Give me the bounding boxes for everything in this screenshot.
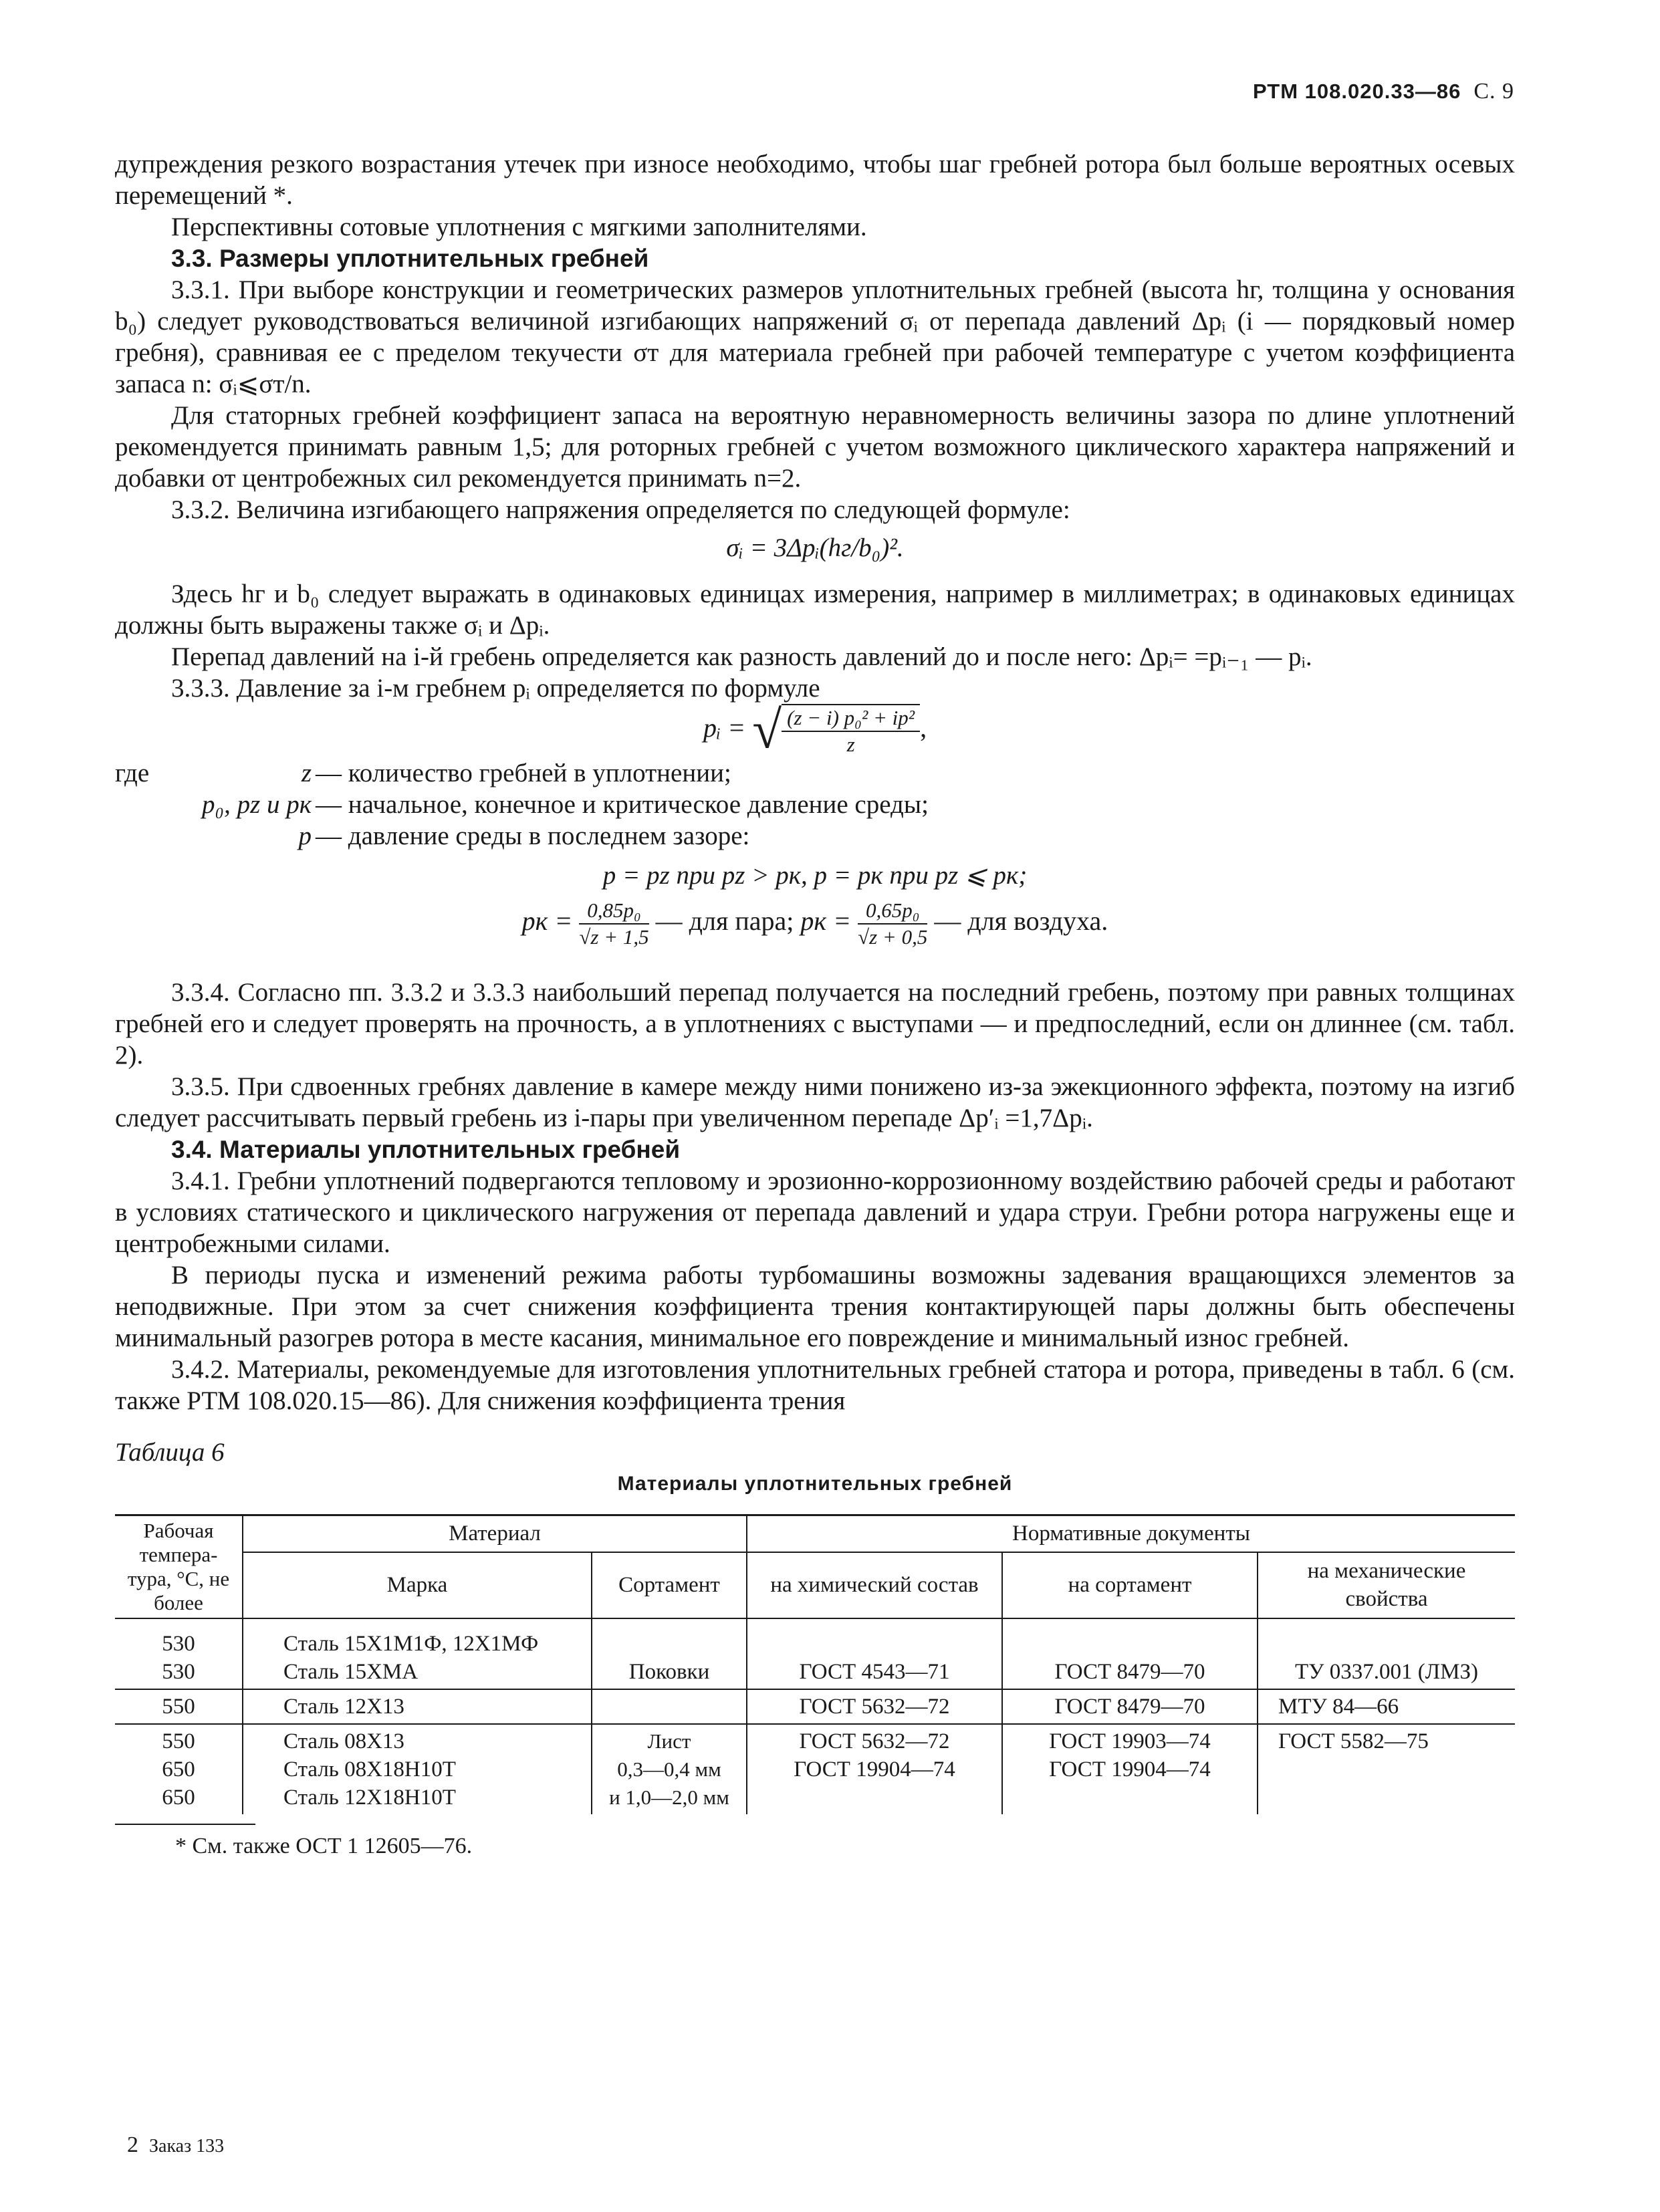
- cell-mech: ГОСТ 5582—75: [1278, 1729, 1429, 1753]
- footnote-rule: [115, 1824, 255, 1825]
- body-text: [115, 148, 1515, 1862]
- cell-grade: Сталь 15ХМА: [283, 1660, 419, 1684]
- section-heading: 3.4. Материалы уплотнительных гребней: [171, 1136, 681, 1163]
- paragraph: Здесь hг и b₀ следует выражать в одинаковых единицах измерения, например в миллиметрах; в одинаковых единицах должны быть выражены также σᵢ и Δpᵢ.: [115, 580, 1515, 640]
- paragraph: 3.3.4. Согласно пп. 3.3.2 и 3.3.3 наибольший перепад получается на последний гребень, поэтому при равных толщинах гребней его и следует проверять на прочность, а в уплотнениях с выступами — и предпоследний, если он длиннее (см. табл. 2).: [115, 978, 1515, 1070]
- where-label: где: [115, 759, 150, 787]
- cell-grade: Сталь 15Х1М1Ф, 12Х1МФ: [283, 1632, 539, 1656]
- cell-chem: ГОСТ 5632—72: [799, 1729, 950, 1753]
- cell-chem: ГОСТ 5632—72: [799, 1695, 950, 1719]
- formula-stress: σᵢ = 3Δpᵢ(hг/b₀)².: [726, 533, 904, 562]
- cell-grade: Сталь 12Х13: [283, 1695, 404, 1719]
- cell-assort-doc: ГОСТ 8479—70: [1054, 1660, 1205, 1684]
- where-symbol: p₀, pz и pк: [202, 790, 312, 819]
- numerator: 0,85p₀: [579, 898, 648, 925]
- formula-lhs: pᵢ =: [703, 713, 746, 743]
- order-number: Заказ 133: [149, 2136, 225, 2157]
- table-row: [115, 1618, 1515, 1689]
- section-heading: 3.3. Размеры уплотнительных гребней: [171, 245, 649, 272]
- paragraph: 3.4.1. Гребни уплотнений подвергаются тепловому и эрозионно-коррозионному воздействию рабочей среды и работают в условиях статического и циклического нагружения от перепада давлений и удара струи. Гребни ротора нагружены еще и центробежными силами.: [115, 1166, 1515, 1258]
- doc-code: РТМ 108.020.33—86: [1253, 80, 1461, 103]
- fraction: [858, 898, 927, 950]
- paragraph: Перепад давлений на i-й гребень определяется как разность давлений до и после него: Δpᵢ= =pᵢ₋₁ — pᵢ.: [171, 642, 1312, 671]
- cell-temp: 550: [162, 1695, 195, 1719]
- col-header-chem: на химический состав: [747, 1552, 1002, 1618]
- sheet-number: 2: [127, 2132, 138, 2157]
- paragraph: 3.3.1. При выборе конструкции и геометрических размеров уплотнительных гребней (высота hг, толщина у основания b₀) следует руководствоваться величиной изгибающих напряжений σᵢ от перепада давлений Δpᵢ (i — порядковый номер гребня), сравнивая ее с пределом текучести σт для материала гребней при рабочей температуре с учетом коэффициента запаса n: σᵢ⩽σт/n.: [115, 275, 1515, 398]
- table-row: [115, 1724, 1515, 1814]
- fraction: [782, 704, 920, 757]
- denominator: √z + 1,5: [579, 925, 649, 949]
- cell-assort: Поковки: [628, 1660, 710, 1684]
- col-header-material: Материал: [243, 1515, 747, 1552]
- where-symbol: z: [301, 759, 312, 787]
- cell-assort: Лист: [647, 1729, 691, 1753]
- where-symbol: p: [298, 822, 312, 850]
- paragraph: 3.3.5. При сдвоенных гребнях давление в камере между ними понижено из-за эжекционного эффекта, поэтому на изгиб следует рассчитывать первый гребень из i-пары при увеличенном перепаде Δp′ᵢ =1,7Δpᵢ.: [115, 1072, 1515, 1132]
- paragraph: 3.3.3. Давление за i-м гребнем pᵢ определяется по формуле: [171, 674, 820, 703]
- col-header-assort: Сортамент: [592, 1552, 747, 1618]
- cell-temp: 530: [162, 1632, 195, 1656]
- cell-temp: 650: [162, 1786, 195, 1810]
- paragraph: дупреждения резкого возрастания утечек при износе необходимо, чтобы шаг гребней ротора был больше вероятных осевых перемещений *.: [115, 150, 1515, 210]
- cell-grade: Сталь 08Х13: [283, 1729, 404, 1753]
- numerator: 0,65p₀: [858, 898, 927, 925]
- paragraph: Перспективны сотовые уплотнения с мягкими заполнителями.: [171, 213, 867, 241]
- page-header: [1253, 79, 1514, 104]
- sqrt-sign: √: [752, 701, 782, 760]
- formula-critical-pressure: [115, 898, 1515, 950]
- fraction: [579, 898, 648, 950]
- table-label: Таблица 6: [115, 1438, 225, 1467]
- denominator: z: [846, 733, 855, 756]
- col-header-grade: Марка: [243, 1552, 592, 1618]
- cell-temp: 550: [162, 1729, 195, 1753]
- formula-pressure: [115, 701, 1515, 760]
- paragraph: 3.3.2. Величина изгибающего напряжения определяется по следующей формуле:: [171, 495, 1070, 524]
- col-header-norm: Нормативные документы: [747, 1515, 1515, 1552]
- formula-lhs: pк =: [521, 906, 573, 937]
- paragraph: В периоды пуска и изменений режима работы турбомашины возможны задевания вращающихся элементов за неподвижные. При этом за счет снижения коэффициента трения контактирующей пары должны быть обеспечены минимальный разогрев ротора в месте касания, минимальное его повреждение и минимальный износ гребней.: [115, 1261, 1515, 1352]
- paragraph: 3.4.2. Материалы, рекомендуемые для изготовления уплотнительных гребней статора и ротора, приведены в табл. 6 (см. также РТМ 108.020.15—86). Для снижения коэффициента трения: [115, 1355, 1515, 1415]
- cell-chem: ГОСТ 4543—71: [799, 1660, 950, 1684]
- table-row: [115, 1689, 1515, 1724]
- where-row: [115, 820, 1515, 852]
- cell-assort-doc: ГОСТ 19903—74: [1049, 1729, 1211, 1753]
- cell-mech: МТУ 84—66: [1278, 1695, 1399, 1719]
- paragraph: Для статорных гребней коэффициент запаса на вероятную неравномерность величины зазора по длине уплотнений рекомендуется принимать равным 1,5; для роторных гребней с учетом возможного циклического характера напряжений и добавки от центробежных сил рекомендуется принимать n=2.: [115, 401, 1515, 493]
- page-footer: [127, 2132, 224, 2158]
- where-row: [115, 789, 1515, 820]
- footnote: * См. также ОСТ 1 12605—76.: [175, 1834, 473, 1858]
- col-header-mech: на механические свойства: [1258, 1552, 1515, 1618]
- materials-table: [115, 1514, 1515, 1814]
- cell-grade: Сталь 12Х18Н10Т: [283, 1786, 456, 1810]
- where-desc: — количество гребней в уплотнении;: [316, 759, 731, 787]
- formula-lhs: pк =: [800, 906, 852, 937]
- cell-chem: ГОСТ 19904—74: [794, 1757, 955, 1781]
- cell-temp: 650: [162, 1757, 195, 1781]
- cell-assort-doc: ГОСТ 8479—70: [1054, 1695, 1205, 1719]
- where-block: [115, 757, 1515, 852]
- formula-tail: ,: [920, 713, 927, 743]
- formula-p-condition: p = pz при pz > pк, p = pк при pz ⩽ pк;: [602, 861, 1028, 890]
- col-header-assort-doc: на сортамент: [1002, 1552, 1258, 1618]
- where-desc: — начальное, конечное и критическое давление среды;: [316, 790, 929, 819]
- cell-assort-doc: ГОСТ 19904—74: [1049, 1757, 1211, 1781]
- table-title: Материалы уплотнительных гребней: [617, 1473, 1013, 1495]
- cell-mech: ТУ 0337.001 (ЛМЗ): [1294, 1660, 1478, 1684]
- cell-grade: Сталь 08Х18Н10Т: [283, 1757, 456, 1781]
- formula-text: — для воздуха.: [934, 906, 1108, 937]
- cell-assort: и 1,0—2,0 мм: [609, 1786, 729, 1809]
- where-desc: — давление среды в последнем зазоре:: [316, 822, 750, 850]
- col-header-temp: Рабочая темпера-тура, °С, не более: [115, 1515, 243, 1619]
- cell-temp: 530: [162, 1660, 195, 1684]
- numerator: (z − i) p₀² + ip²: [782, 705, 920, 732]
- page-number: С. 9: [1473, 79, 1514, 104]
- denominator: √z + 0,5: [858, 925, 928, 949]
- cell-assort: 0,3—0,4 мм: [617, 1757, 721, 1781]
- where-row: [115, 757, 1515, 789]
- formula-text: — для пара;: [655, 906, 794, 937]
